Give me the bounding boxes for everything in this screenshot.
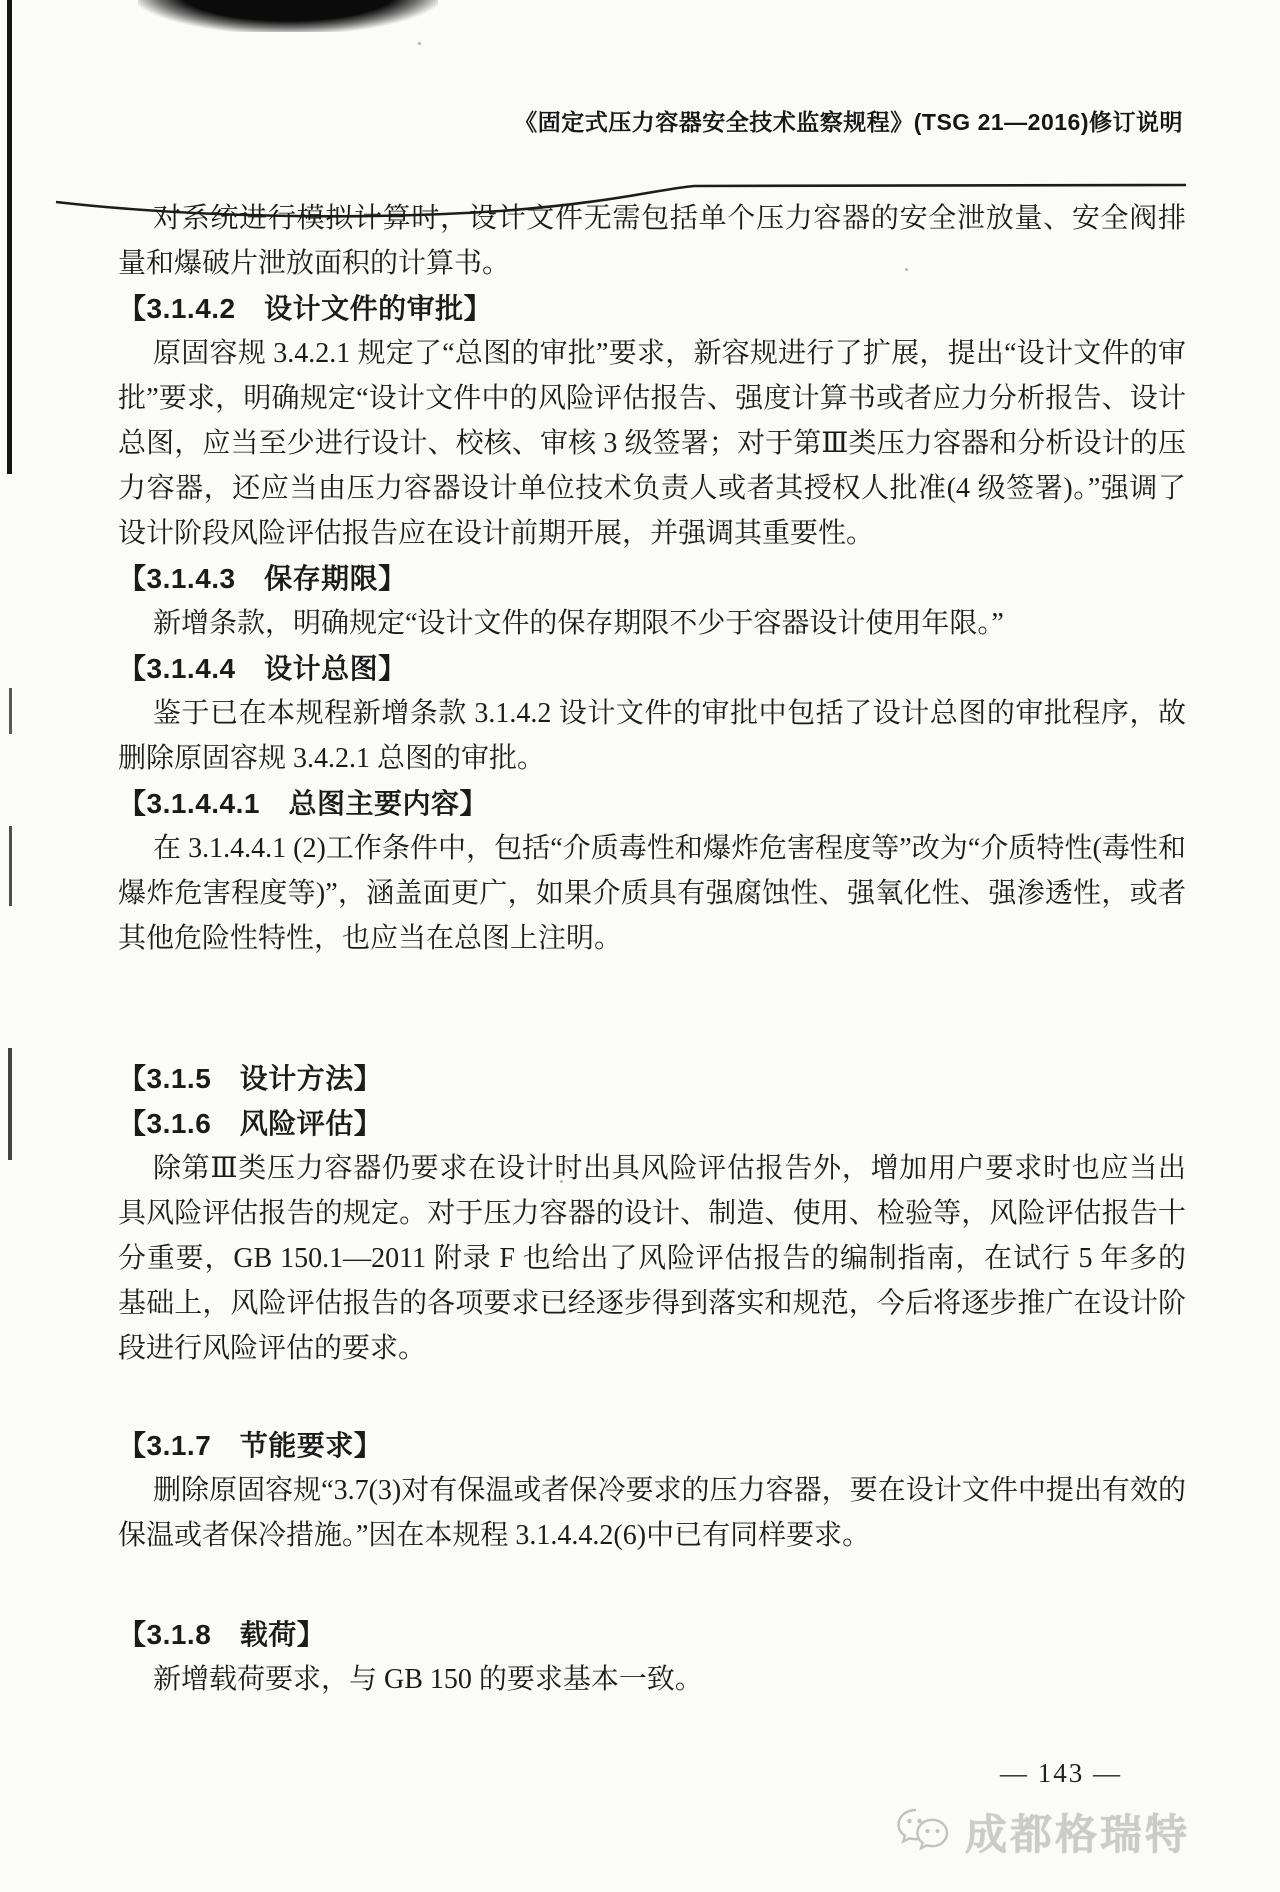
- paragraph-risk-assessment: 除第Ⅲ类压力容器仍要求在设计时出具风险评估报告外，增加用户要求时也应当出具风险评估报告的规定。对于压力容器的设计、制造、使用、检验等，风险评估报告十分重要，GB 150.1—2011 附录 F 也给出了风险评估报告的编制指南，在试行 5 年多的基础上，风险评估报告的各项要求已经逐步得到落实和规范，今后将逐步推广在设计阶段进行风险评估的要求。: [118, 1153, 1186, 1364]
- blank-space: [118, 1558, 1186, 1612]
- section-heading-3-1-4-3: 【3.1.4.3 保存期限】: [118, 563, 407, 594]
- section-heading-3-1-5: 【3.1.5 设计方法】: [118, 1063, 383, 1094]
- scan-edge-artifact: [9, 688, 12, 734]
- scan-edge-artifact: [9, 826, 12, 906]
- watermark: [895, 1802, 1190, 1862]
- section-heading-3-1-4-2: 【3.1.4.2 设计文件的审批】: [118, 293, 493, 324]
- paragraph-general-drawing: 鉴于已在本规程新增条款 3.1.4.2 设计文件的审批中包括了设计总图的审批程序，故删除原固容规 3.4.2.1 总图的审批。: [118, 698, 1186, 774]
- section-heading-3-1-6: 【3.1.6 风险评估】: [118, 1108, 383, 1139]
- section-heading-3-1-4-4: 【3.1.4.4 设计总图】: [118, 653, 407, 684]
- scan-edge-artifact: [7, 0, 12, 474]
- scan-edge-artifact: [8, 1048, 12, 1160]
- blank-space: [118, 961, 1186, 1056]
- page-header-title: 《固定式压力容器安全技术监察规程》(TSG 21—2016)修订说明: [514, 109, 1183, 135]
- paragraph-drawing-main-content: 在 3.1.4.4.1 (2)工作条件中，包括“介质毒性和爆炸危害程度等”改为“介质特性(毒性和爆炸危害程度等)”，涵盖面更广，如果介质具有强腐蚀性、强氧化性、强渗透性，或者其他危险性特性，也应当在总图上注明。: [118, 833, 1186, 954]
- blank-space: [118, 1371, 1186, 1423]
- section-heading-3-1-4-4-1: 【3.1.4.4.1 总图主要内容】: [118, 788, 488, 819]
- wechat-icon: [895, 1807, 957, 1857]
- document-body: [118, 196, 1186, 1702]
- paragraph-retention-period: 新增条款，明确规定“设计文件的保存期限不少于容器设计使用年限。”: [153, 608, 1004, 639]
- page-number: — 143 —: [1000, 1758, 1122, 1788]
- section-heading-3-1-7: 【3.1.7 节能要求】: [118, 1430, 383, 1461]
- section-heading-3-1-8: 【3.1.8 载荷】: [118, 1619, 326, 1650]
- paragraph-loads: 新增载荷要求，与 GB 150 的要求基本一致。: [153, 1664, 703, 1695]
- scan-speck: [418, 42, 421, 45]
- watermark-text: 成都格瑞特: [964, 1811, 1190, 1858]
- paragraph-design-file-approval: 原固容规 3.4.2.1 规定了“总图的审批”要求，新容规进行了扩展，提出“设计文件的审批”要求，明确规定“设计文件中的风险评估报告、强度计算书或者应力分析报告、设计总图，应当至少进行设计、校核、审核 3 级签署；对于第Ⅲ类压力容器和分析设计的压力容器，还应当由压力容器设计单位技术负责人或者其授权人批准(4 级签署)。”强调了设计阶段风险评估报告应在设计前期开展，并强调其重要性。: [118, 338, 1186, 549]
- ink-blot-artifact: [138, 0, 438, 32]
- paragraph-simulation-calc: 对系统进行模拟计算时，设计文件无需包括单个压力容器的安全泄放量、安全阀排量和爆破片泄放面积的计算书。: [118, 203, 1186, 279]
- paragraph-energy-saving: 删除原固容规“3.7(3)对有保温或者保冷要求的压力容器，要在设计文件中提出有效的保温或者保冷措施。”因在本规程 3.1.4.4.2(6)中已有同样要求。: [118, 1475, 1186, 1551]
